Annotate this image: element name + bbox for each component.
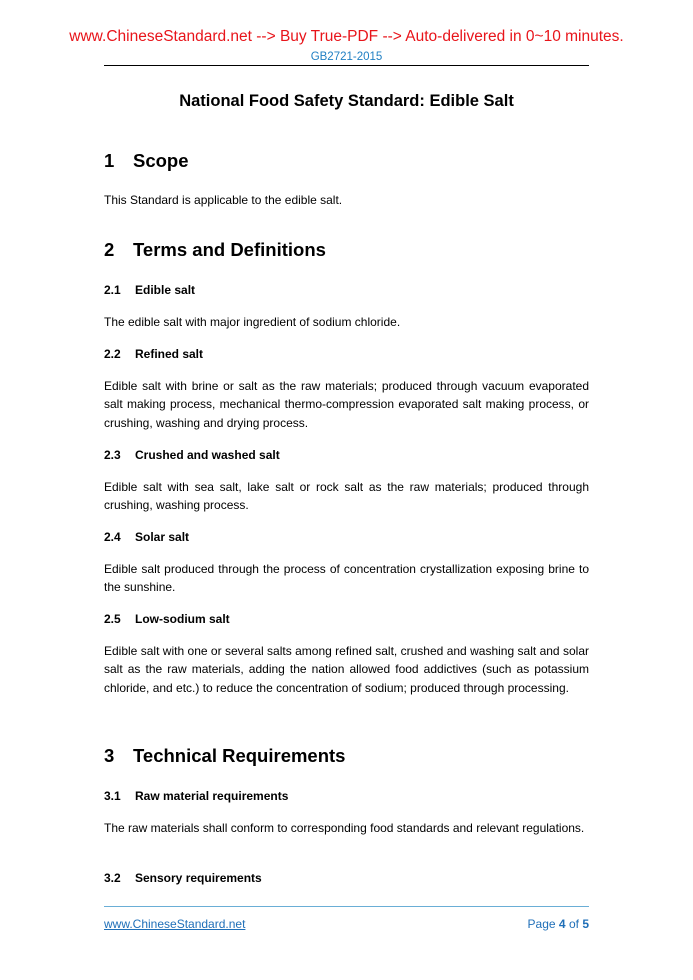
- subsection-heading-solar-salt: [104, 530, 189, 544]
- subsection-title: Low-sodium salt: [135, 612, 230, 626]
- page-of: of: [568, 917, 579, 931]
- section-number: 3: [104, 745, 115, 766]
- scope-text: This Standard is applicable to the edible salt.: [104, 193, 343, 207]
- subsection-heading-edible-salt: [104, 283, 195, 297]
- subsection-number: 2.4: [104, 530, 121, 544]
- subsection-number: 2.3: [104, 448, 121, 462]
- subsection-title: Raw material requirements: [135, 789, 289, 803]
- subsection-number: 2.2: [104, 347, 121, 361]
- subsection-title: Solar salt: [135, 530, 190, 544]
- subsection-number: 3.2: [104, 871, 121, 885]
- section-title: Terms and Definitions: [133, 239, 326, 260]
- section-title: Technical Requirements: [133, 745, 346, 766]
- section-title: Scope: [133, 150, 189, 171]
- section-number: 2: [104, 239, 115, 260]
- subsection-title: Refined salt: [135, 347, 204, 361]
- document-number: GB2721-2015: [310, 51, 383, 63]
- subsection-heading-refined-salt: [104, 347, 203, 361]
- page-total: 5: [582, 917, 589, 931]
- subsection-heading-sensory: [104, 871, 262, 885]
- purchase-banner[interactable]: [0, 28, 693, 46]
- footer-site-link[interactable]: www.ChineseStandard.net: [104, 917, 246, 931]
- purchase-banner-link[interactable]: www.ChineseStandard.net --> Buy True-PDF --> Auto-delivered in 0~10 minutes.: [69, 28, 624, 45]
- page-label: Page: [527, 917, 556, 931]
- definition-crushed-washed-salt: Edible salt with sea salt, lake salt or rock salt as the raw materials; produced through crushing, washing process.: [104, 480, 589, 513]
- section-heading-scope: [104, 150, 189, 172]
- section-number: 1: [104, 150, 115, 171]
- raw-material-text: The raw materials shall conform to corresponding food standards and relevant regulations.: [104, 821, 585, 835]
- section-heading-technical-requirements: [104, 745, 345, 767]
- subsection-number: 3.1: [104, 789, 121, 803]
- subsection-title: Crushed and washed salt: [135, 448, 280, 462]
- subsection-heading-raw-material: [104, 789, 288, 803]
- subsection-number: 2.5: [104, 612, 121, 626]
- header-divider: [104, 65, 589, 66]
- definition-low-sodium-salt: Edible salt with one or several salts among refined salt, crushed and washing salt and solar salt as the raw materials, adding the nation allowed food addictives (such as potassium chloride, and etc.) to reduce the concentration of sodium; produced through processing.: [104, 644, 589, 695]
- page-indicator: [450, 917, 589, 931]
- subsection-title: Edible salt: [135, 283, 196, 297]
- footer-divider: [104, 906, 589, 907]
- subsection-heading-low-sodium-salt: [104, 612, 230, 626]
- section-heading-terms: [104, 239, 326, 261]
- subsection-number: 2.1: [104, 283, 121, 297]
- subsection-heading-crushed-washed-salt: [104, 448, 280, 462]
- definition-refined-salt: Edible salt with brine or salt as the raw materials; produced through vacuum evaporated salt making process, mechanical thermo-compression evaporated salt making process, or crushing, washing and drying process.: [104, 379, 589, 430]
- document-title: National Food Safety Standard: Edible Salt: [179, 92, 514, 110]
- definition-edible-salt: The edible salt with major ingredient of sodium chloride.: [104, 315, 401, 329]
- definition-solar-salt: Edible salt produced through the process of concentration crystallization exposing brine to the sunshine.: [104, 562, 589, 595]
- page-current: 4: [558, 917, 566, 931]
- subsection-title: Sensory requirements: [135, 871, 262, 885]
